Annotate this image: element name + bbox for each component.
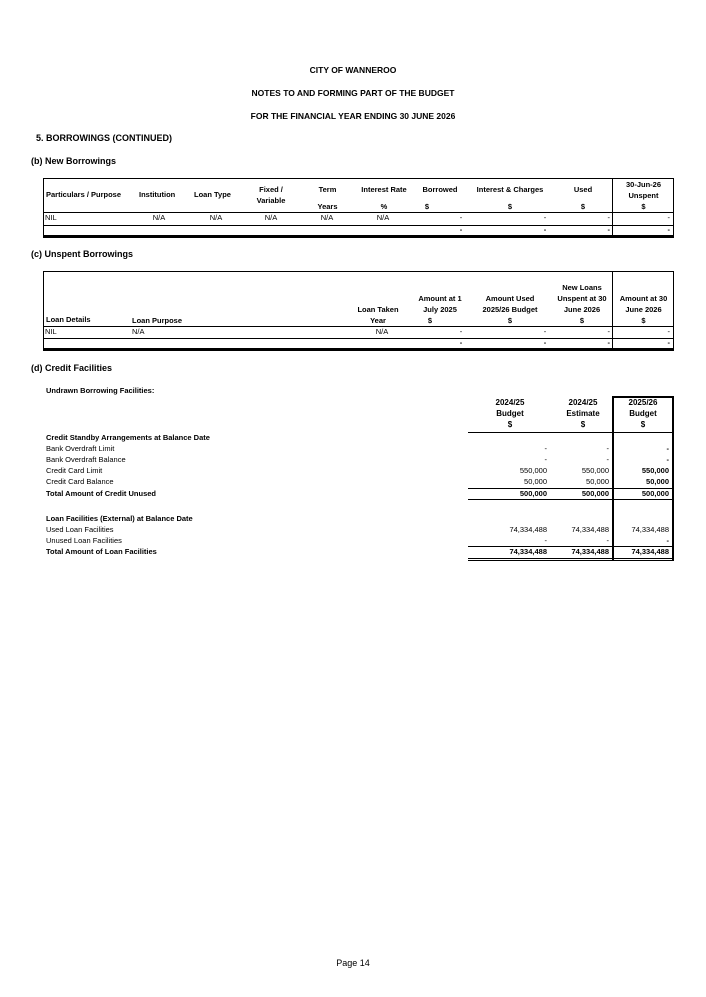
col-label-2: Estimate <box>566 409 600 418</box>
col-header-interest-unit: % <box>380 202 388 211</box>
total-amount-at: - <box>459 338 463 347</box>
col-header-unspent-1: 30-Jun-26 <box>625 180 661 189</box>
total-underline <box>43 348 674 350</box>
total-value: 74,334,488 <box>631 547 669 556</box>
col-header-new-loans-3: June 2026 <box>563 305 601 314</box>
row-divider <box>43 338 674 339</box>
row-value: - <box>666 455 669 464</box>
col-header-interest-rate: Interest Rate <box>361 185 407 194</box>
col-header-amount-used-unit: $ <box>507 316 513 325</box>
row-label: Used Loan Facilities <box>46 525 114 534</box>
total-underline <box>43 235 674 237</box>
row-label: Unused Loan Facilities <box>46 536 122 545</box>
total-borrowed: - <box>459 225 463 234</box>
col-header-fixed-variable-1: Fixed / <box>259 185 283 194</box>
cell-borrowed: - <box>459 213 463 222</box>
col-header-unspent-unit: $ <box>641 202 646 211</box>
col-header-used: Used <box>573 185 593 194</box>
col-header-new-loans-unit: $ <box>579 316 585 325</box>
row-value: - <box>606 444 609 453</box>
row-value: 74,334,488 <box>631 525 669 534</box>
col-year-3: 2025/26 <box>628 398 658 407</box>
total-amount-30: - <box>667 338 670 347</box>
financial-year-title: FOR THE FINANCIAL YEAR ENDING 30 JUNE 2026 <box>250 111 456 121</box>
row-value: 550,000 <box>641 466 669 475</box>
row-value: - <box>666 444 669 453</box>
total-label: Total Amount of Credit Unused <box>46 489 156 498</box>
col-header-institution: Institution <box>139 190 176 199</box>
document-subtitle: NOTES TO AND FORMING PART OF THE BUDGET <box>251 88 455 98</box>
total-interest-charges: - <box>543 225 547 234</box>
double-underline-2 <box>468 560 674 561</box>
row-value: 50,000 <box>586 477 609 486</box>
total-underline <box>468 499 674 500</box>
cell-loan-taken: N/A <box>375 327 389 336</box>
col-header-fixed-variable-2: Variable <box>256 196 286 205</box>
new-borrowings-title: (b) New Borrowings <box>31 156 116 166</box>
row-value: 550,000 <box>519 466 547 475</box>
row-value: 50,000 <box>646 477 669 486</box>
cell-loan-purpose: N/A <box>132 327 145 336</box>
total-unspent: - <box>667 225 670 234</box>
header-underline <box>468 432 674 433</box>
row-value: 74,334,488 <box>509 525 547 534</box>
col-header-amount-at-unit: $ <box>427 316 433 325</box>
row-value: - <box>544 444 547 453</box>
cell-new-loans: - <box>607 327 610 336</box>
col-unit-1: $ <box>507 420 513 429</box>
col-header-amount-used-2: 2025/26 Budget <box>482 305 538 314</box>
loan-facilities-heading: Loan Facilities (External) at Balance Date <box>46 514 193 523</box>
cell-interest-rate: N/A <box>376 213 390 222</box>
col-header-used-unit: $ <box>580 202 586 211</box>
undrawn-facilities-subtitle: Undrawn Borrowing Facilities: <box>46 386 155 395</box>
total-value: 500,000 <box>581 489 609 498</box>
cell-amount-at: - <box>459 327 463 336</box>
col-header-term-unit: Years <box>317 202 338 211</box>
col-header-borrowed: Borrowed <box>422 185 458 194</box>
col-unit-3: $ <box>640 420 646 429</box>
col-header-borrowed-unit: $ <box>424 202 430 211</box>
unspent-borrowings-title: (c) Unspent Borrowings <box>31 249 134 259</box>
col-header-amount-at-2: July 2025 <box>423 305 457 314</box>
col-header-new-loans-2: Unspent at 30 <box>557 294 607 303</box>
row-value: 50,000 <box>524 477 547 486</box>
total-new-loans: - <box>607 338 610 347</box>
cell-amount-30: - <box>667 327 670 336</box>
cell-particulars: NIL <box>45 213 57 222</box>
cell-interest-charges: - <box>543 213 547 222</box>
page-number: Page 14 <box>336 958 370 968</box>
row-value: - <box>606 455 609 464</box>
cell-institution: N/A <box>152 213 166 222</box>
row-value: - <box>544 455 547 464</box>
cell-term: N/A <box>320 213 334 222</box>
col-header-loan-type: Loan Type <box>194 190 231 199</box>
section-title: 5. BORROWINGS (CONTINUED) <box>36 133 172 143</box>
col-header-amount-30-2: June 2026 <box>625 305 662 314</box>
total-value: 500,000 <box>519 489 547 498</box>
col-header-interest-charges-unit: $ <box>507 202 513 211</box>
row-value: - <box>666 536 669 545</box>
row-divider <box>43 212 674 213</box>
col-header-new-loans-1: New Loans <box>562 283 602 292</box>
cell-loan-type: N/A <box>209 213 223 222</box>
credit-facilities-title: (d) Credit Facilities <box>31 363 113 373</box>
total-value: 500,000 <box>641 489 669 498</box>
row-value: - <box>544 536 547 545</box>
col-unit-2: $ <box>580 420 586 429</box>
col-header-amount-30-1: Amount at 30 <box>619 294 668 303</box>
row-label: Bank Overdraft Balance <box>46 455 126 464</box>
row-value: 550,000 <box>581 466 609 475</box>
col-label-3: Budget <box>629 409 657 418</box>
total-used: - <box>607 225 610 234</box>
total-label: Total Amount of Loan Facilities <box>46 547 157 556</box>
row-label: Credit Card Balance <box>46 477 114 486</box>
cell-amount-used: - <box>543 327 547 336</box>
col-header-amount-used-1: Amount Used <box>485 294 535 303</box>
double-underline-1 <box>468 558 674 559</box>
cell-unspent: - <box>667 213 670 222</box>
cell-fixed-variable: N/A <box>264 213 278 222</box>
col-header-loan-details: Loan Details <box>46 315 91 324</box>
col-year-2: 2024/25 <box>568 398 598 407</box>
row-value: 74,334,488 <box>571 525 609 534</box>
cell-used: - <box>607 213 610 222</box>
col-year-1: 2024/25 <box>495 398 525 407</box>
row-label: Credit Card Limit <box>46 466 103 475</box>
col-header-term: Term <box>318 185 337 194</box>
col-header-particulars: Particulars / Purpose <box>46 190 122 199</box>
row-divider <box>43 225 674 226</box>
total-value: 74,334,488 <box>509 547 547 556</box>
col-header-loan-purpose: Loan Purpose <box>132 316 183 325</box>
col-header-interest-charges: Interest & Charges <box>476 185 544 194</box>
total-value: 74,334,488 <box>571 547 609 556</box>
col-header-loan-taken-2: Year <box>370 316 386 325</box>
col-header-amount-at-1: Amount at 1 <box>418 294 462 303</box>
row-value: - <box>606 536 609 545</box>
col-label-1: Budget <box>496 409 524 418</box>
organisation-title: CITY OF WANNEROO <box>309 65 397 75</box>
col-header-loan-taken-1: Loan Taken <box>357 305 399 314</box>
cell-loan-details: NIL <box>45 327 57 336</box>
row-label: Bank Overdraft Limit <box>46 444 115 453</box>
col-header-unspent-2: Unspent <box>628 191 659 200</box>
total-amount-used: - <box>543 338 547 347</box>
col-header-amount-30-unit: $ <box>641 316 646 325</box>
standby-heading: Credit Standby Arrangements at Balance Date <box>46 433 210 442</box>
